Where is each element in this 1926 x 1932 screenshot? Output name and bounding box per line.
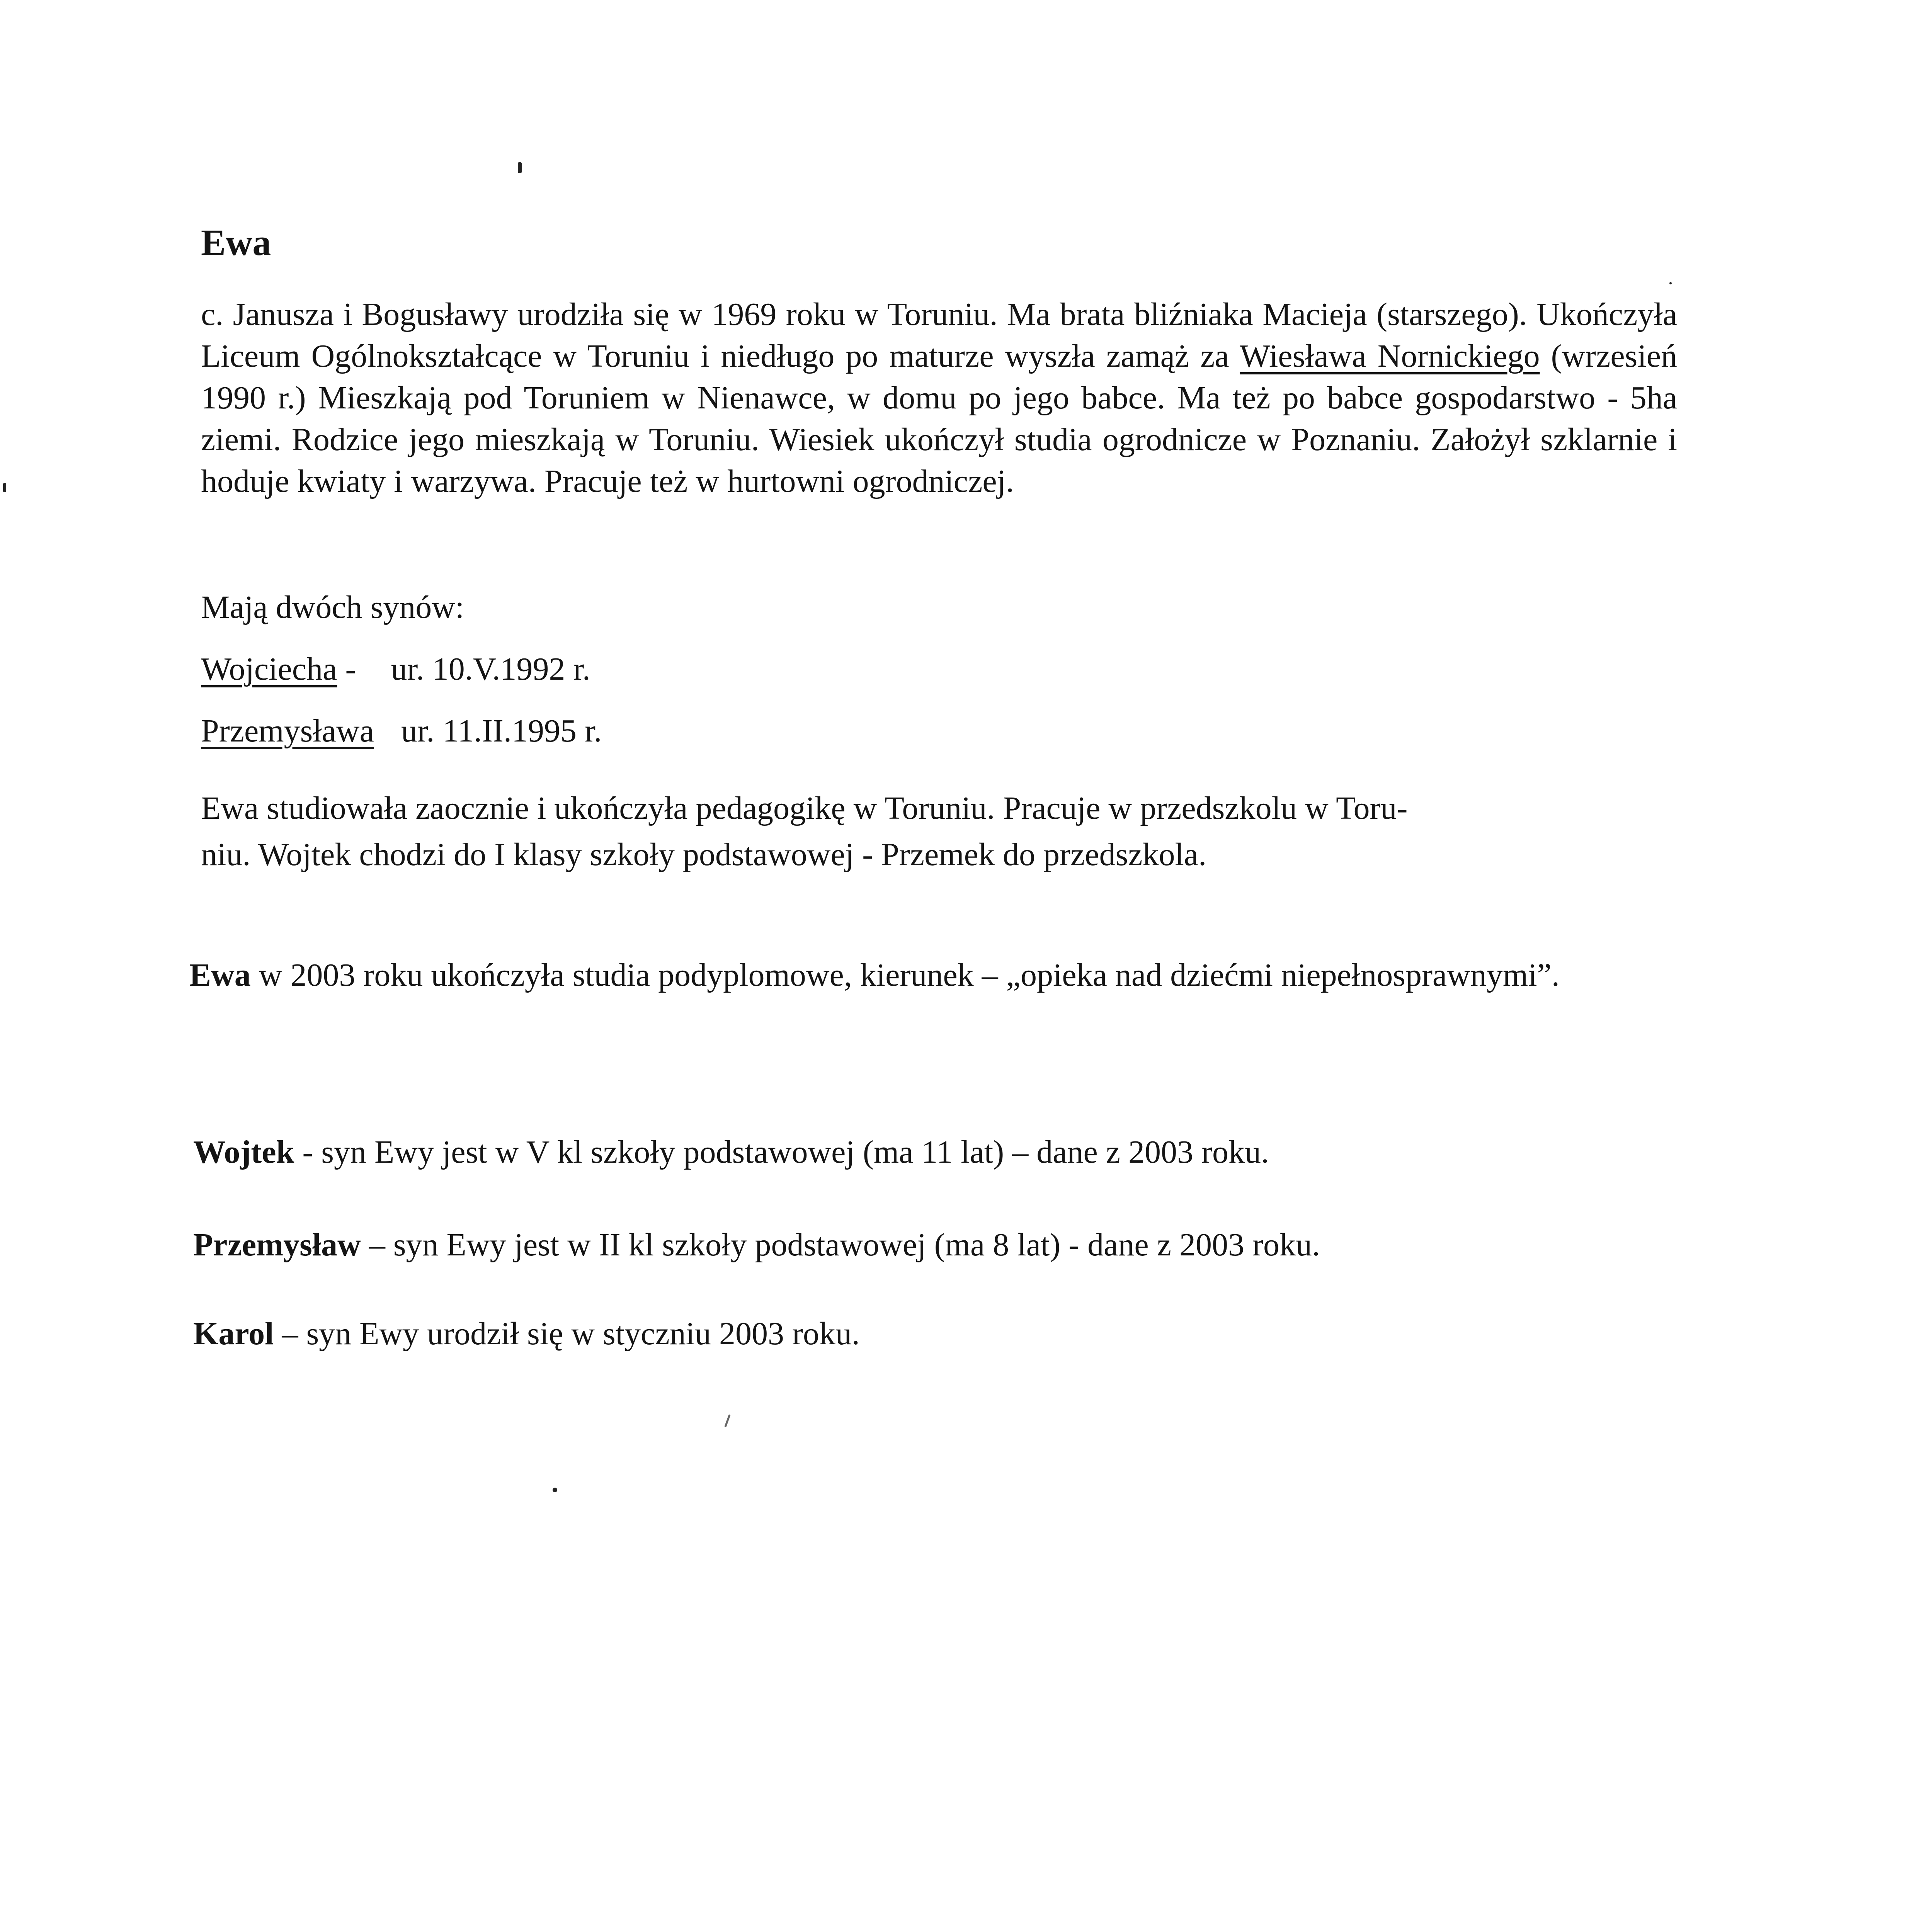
scan-speck [553, 1488, 557, 1492]
scan-speck [724, 1414, 730, 1427]
update-name: Wojtek [193, 1134, 294, 1170]
postgrad-text: w 2003 roku ukończyła studia podyplomowe, kierunek – „opieka nad dziećmi niepełnosprawnymi”. [250, 957, 1560, 993]
son-separator: - [337, 651, 356, 687]
scan-speck [518, 162, 522, 173]
study-paragraph-line: Ewa studiowała zaocznie i ukończyła pedagogikę w Toruniu. Pracuje w przedszkolu w Toru- [201, 790, 1408, 826]
update-line [193, 1229, 1320, 1261]
sons-heading: Mają dwóch synów: [201, 589, 464, 625]
intro-text-before: c. Janusza i Bogusławy urodziła się w 1969 roku w Toruniu. Ma brata bliźniaka Macieja (starszego). Ukończyła Liceum Ogólnokształcące w Toruniu i niedługo po maturze wyszła zamąż za [201, 296, 1677, 374]
intro-paragraph [201, 294, 1677, 502]
scan-speck [1669, 282, 1672, 284]
son-entry [201, 715, 602, 747]
study-paragraph-line: niu. Wojtek chodzi do I klasy szkoły podstawowej - Przemek do przedszkola. [201, 837, 1207, 872]
update-line [193, 1318, 860, 1350]
intro-text-after: (wrzesień 1990 r.) Mieszkają pod Toruniem w Nienawce, w domu po jego babce. Ma też po babce gospodarstwo - 5ha ziemi. Rodzice jego mieszkają w Toruniu. Wiesiek ukończył studia ogrodnicze w Poznaniu. Założył szklarnie i hoduje kwiaty i warzywa. Pracuje też w hurtowni ogrodniczej. [201, 338, 1677, 499]
son-birth-date: ur. 11.II.1995 r. [401, 713, 602, 749]
update-text: – syn Ewy jest w II kl szkoły podstawowej (ma 8 lat) - dane z 2003 roku. [361, 1227, 1320, 1263]
update-name: Przemysław [193, 1227, 361, 1263]
update-line [193, 1136, 1269, 1168]
update-text: - syn Ewy jest w V kl szkoły podstawowej (ma 11 lat) – dane z 2003 roku. [294, 1134, 1269, 1170]
son-birth-date: ur. 10.V.1992 r. [391, 651, 590, 687]
update-name: Karol [193, 1316, 274, 1352]
son-entry [201, 653, 590, 685]
son-name: Wojciecha [201, 651, 337, 687]
intro-paragraph-block [201, 294, 1677, 502]
postgrad-name: Ewa [189, 957, 251, 993]
son-name: Przemysława [201, 713, 374, 749]
document-title: Ewa [201, 222, 271, 263]
husband-name: Wiesława Nornickiego [1240, 338, 1540, 374]
scan-speck [3, 483, 6, 492]
update-text: – syn Ewy urodził się w styczniu 2003 roku. [274, 1316, 860, 1352]
postgrad-paragraph [189, 954, 1666, 996]
postgrad-block [189, 954, 1666, 996]
